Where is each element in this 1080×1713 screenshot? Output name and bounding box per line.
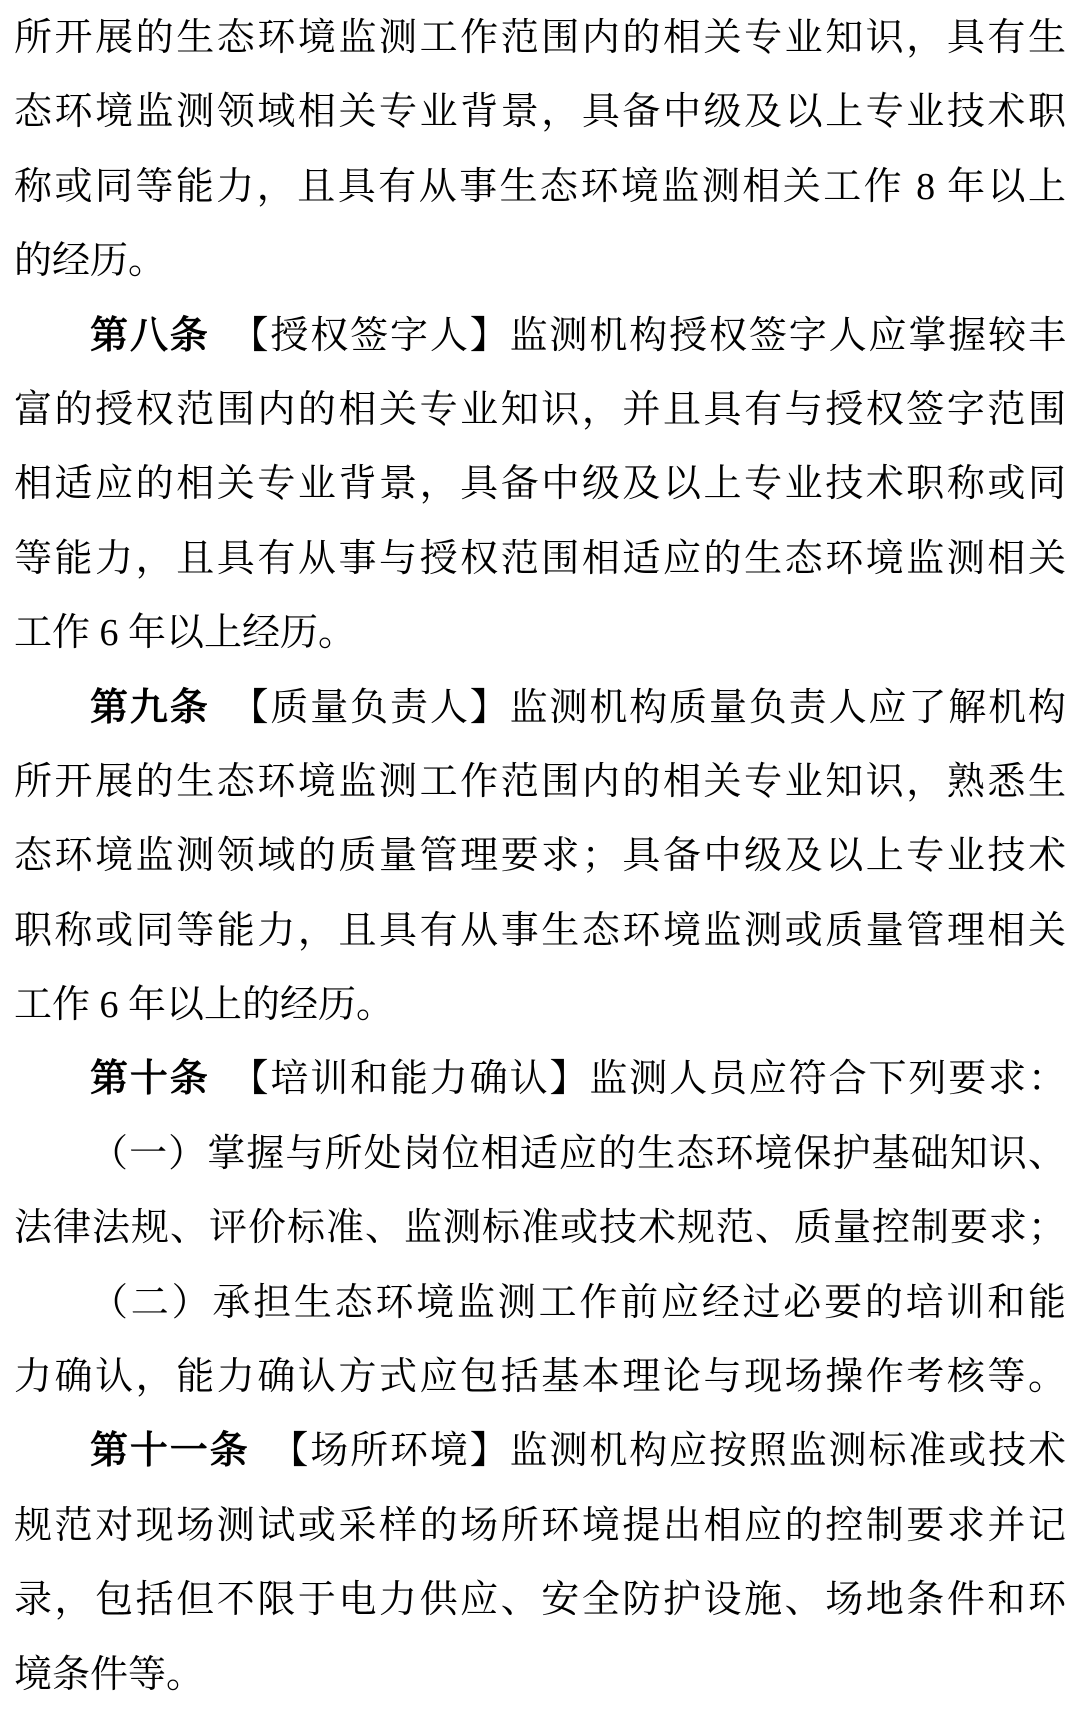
- line-text: 态环境监测领域的质量管理要求；具备中级及以上专业技术: [14, 835, 1066, 878]
- text-line: [14, 150, 1066, 224]
- text-line: [14, 1340, 1066, 1414]
- line-text: 【场所环境】监测机构应按照监测标准或技术: [249, 1430, 1066, 1473]
- text-line: [14, 1191, 1066, 1265]
- article-number: 第十一条: [90, 1430, 250, 1473]
- line-text: 录，包括但不限于电力供应、安全防护设施、场地条件和环: [14, 1579, 1066, 1622]
- line-text: 工作 6 年以上经历。: [14, 612, 357, 655]
- article-number: 第八条: [90, 314, 210, 357]
- line-text: 【授权签字人】监测机构授权签字人应掌握较丰: [209, 314, 1066, 357]
- text-line: [14, 447, 1066, 521]
- line-text: 境条件等。: [14, 1653, 205, 1696]
- text-line: [14, 596, 1066, 670]
- text-line: [14, 75, 1066, 149]
- line-text: （二）承担生态环境监测工作前应经过必要的培训和能: [90, 1281, 1066, 1324]
- article-number: 第十条: [90, 1058, 210, 1101]
- text-line: [14, 968, 1066, 1042]
- line-text: 的经历。: [14, 240, 167, 283]
- text-line: [14, 1, 1066, 75]
- line-text: 【质量负责人】监测机构质量负责人应了解机构: [209, 686, 1066, 729]
- line-text: 职称或同等能力，且具有从事生态环境监测或质量管理相关: [14, 909, 1066, 952]
- text-line: [14, 224, 1066, 298]
- line-text: 所开展的生态环境监测工作范围内的相关专业知识，具有生: [14, 17, 1066, 59]
- text-line: [14, 522, 1066, 596]
- text-line: [14, 1563, 1066, 1637]
- line-text: 等能力，且具有从事与授权范围相适应的生态环境监测相关: [14, 537, 1066, 580]
- article-number: 第九条: [90, 686, 210, 729]
- line-text: 所开展的生态环境监测工作范围内的相关专业知识，熟悉生: [14, 760, 1066, 803]
- text-line: [14, 1638, 1066, 1712]
- text-line-item-2: [14, 1266, 1066, 1340]
- text-line: [14, 745, 1066, 819]
- text-line: [14, 819, 1066, 893]
- text-line: [14, 894, 1066, 968]
- line-text: 规范对现场测试或采样的场所环境提出相应的控制要求并记: [14, 1504, 1066, 1547]
- text-line-article-9: [14, 671, 1066, 745]
- line-text: 力确认，能力确认方式应包括基本理论与现场操作考核等。: [14, 1356, 1066, 1399]
- line-text: 【培训和能力确认】监测人员应符合下列要求：: [209, 1058, 1066, 1101]
- line-text: 富的授权范围内的相关专业知识，并且具有与授权签字范围: [14, 388, 1066, 431]
- text-line: [14, 1489, 1066, 1563]
- line-text: 工作 6 年以上的经历。: [14, 984, 395, 1027]
- text-line-item-1: [14, 1117, 1066, 1191]
- line-text: 称或同等能力，且具有从事生态环境监测相关工作 8 年以上: [14, 165, 1066, 208]
- text-line-article-10: [14, 1042, 1066, 1116]
- text-line-article-11: [14, 1414, 1066, 1488]
- line-text: 相适应的相关专业背景，具备中级及以上专业技术职称或同: [14, 463, 1066, 506]
- line-text: （一）掌握与所处岗位相适应的生态环境保护基础知识、: [90, 1132, 1066, 1175]
- line-text: 法律法规、评价标准、监测标准或技术规范、质量控制要求；: [14, 1207, 1066, 1250]
- line-text: 态环境监测领域相关专业背景，具备中级及以上专业技术职: [14, 91, 1066, 134]
- text-line-article-8: [14, 299, 1066, 373]
- text-line: [14, 373, 1066, 447]
